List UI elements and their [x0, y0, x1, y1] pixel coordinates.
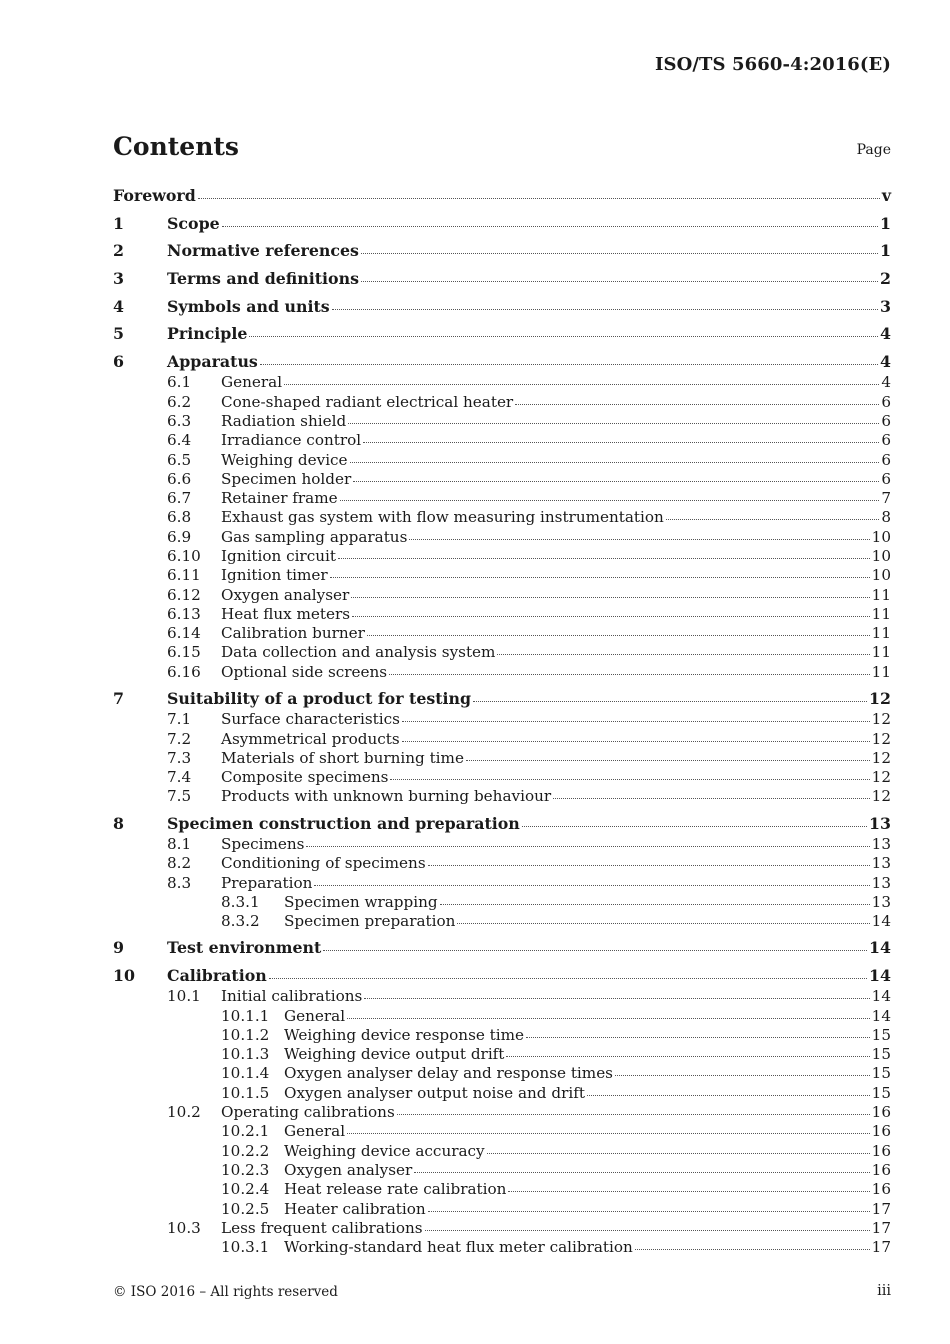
toc-entry-title: Specimens: [221, 834, 305, 853]
toc-entry-number: 7: [113, 689, 124, 709]
toc-entry-title: Conditioning of specimens: [221, 854, 426, 873]
toc-entry-number: 7.1: [167, 710, 192, 729]
toc-entry-title: Weighing device output drift: [284, 1045, 505, 1064]
dot-leader: [367, 634, 870, 636]
toc-entry[interactable]: [113, 1045, 891, 1064]
toc-entry-number: 10.2.4: [221, 1180, 270, 1199]
dot-leader: [352, 615, 870, 617]
toc-entry-page: 11: [871, 585, 891, 604]
toc-entry[interactable]: [113, 1238, 891, 1257]
toc-entry-page: 6: [881, 431, 891, 450]
toc-entry-title: Operating calibrations: [221, 1103, 395, 1122]
toc-entry-title: Scope: [167, 213, 220, 233]
toc-entry-title: Calibration: [167, 966, 267, 986]
toc-entry-page: 15: [871, 1025, 891, 1044]
toc-entry-page: 11: [871, 643, 891, 662]
dot-leader: [425, 1229, 870, 1231]
toc-entry-page: 4: [880, 324, 891, 344]
toc-entry-page: 13: [871, 854, 891, 873]
toc-entry-title: Normative references: [167, 241, 359, 261]
toc-entry-title: General: [221, 373, 283, 392]
toc-entry[interactable]: [113, 730, 891, 749]
toc-entry-page: 6: [881, 450, 891, 469]
toc-entry-page: 13: [871, 834, 891, 853]
toc-entry-page: 14: [869, 966, 891, 986]
dot-leader: [361, 280, 878, 282]
toc-entry-title: Apparatus: [167, 352, 258, 372]
toc-entry-page: 15: [871, 1064, 891, 1083]
toc-entry-title: Preparation: [221, 873, 313, 892]
toc-entry-number: 6.2: [167, 392, 192, 411]
toc-entry-number: 10.1.4: [221, 1064, 270, 1083]
toc-entry-title: Foreword: [113, 186, 196, 205]
toc-entry-title: Data collection and analysis system: [221, 643, 496, 662]
dot-leader: [466, 759, 870, 761]
toc-entry-number: 8.1: [167, 834, 192, 853]
toc-entry-number: 8.3.2: [221, 912, 260, 931]
toc-entry-title: Weighing device accuracy: [284, 1141, 485, 1160]
toc-entry-page: 12: [871, 710, 891, 729]
page-column-label: Page: [856, 142, 891, 158]
toc-entry-page: 17: [871, 1218, 891, 1237]
toc-entry-number: 9: [113, 938, 124, 958]
toc-entry[interactable]: [113, 393, 891, 412]
toc-entry-page: 15: [871, 1045, 891, 1064]
toc-entry-title: Surface characteristics: [221, 710, 400, 729]
dot-leader: [526, 1036, 870, 1038]
dot-leader: [330, 576, 870, 578]
toc-entry[interactable]: [113, 787, 891, 806]
dot-leader: [314, 884, 869, 886]
page-number: iii: [877, 1283, 891, 1299]
toc-entry[interactable]: [113, 1161, 891, 1180]
toc-entry-page: 14: [871, 987, 891, 1006]
toc-entry[interactable]: [113, 470, 891, 489]
toc-entry[interactable]: [113, 893, 891, 912]
dot-leader: [487, 1152, 870, 1154]
toc-entry-number: 6.1: [167, 373, 192, 392]
toc-entry[interactable]: [113, 508, 891, 527]
dot-leader: [260, 363, 878, 365]
toc-entry-number: 6.3: [167, 411, 192, 430]
dot-leader: [402, 740, 870, 742]
toc-entry[interactable]: [113, 239, 891, 262]
dot-leader: [553, 797, 870, 799]
toc-entry-title: Retainer frame: [221, 489, 338, 508]
dot-leader: [666, 518, 880, 520]
toc-entry-title: Principle: [167, 324, 248, 344]
toc-entry[interactable]: [113, 1122, 891, 1141]
toc-entry-title: Weighing device response time: [284, 1025, 525, 1044]
dot-leader: [351, 596, 869, 598]
toc-entry[interactable]: [113, 451, 891, 470]
toc-entry-page: 8: [881, 508, 891, 527]
toc-entry-page: 12: [871, 787, 891, 806]
dot-leader: [269, 977, 867, 979]
dot-leader: [497, 653, 869, 655]
toc-entry[interactable]: [113, 412, 891, 431]
toc-entry-number: 6.13: [167, 604, 201, 623]
toc-entry-page: 1: [880, 241, 891, 261]
toc-entry[interactable]: [113, 812, 891, 835]
toc-entry-number: 7.2: [167, 729, 192, 748]
toc-entry-number: 6.4: [167, 431, 192, 450]
toc-entry-title: General: [284, 1006, 346, 1025]
toc-entry-page: 6: [881, 411, 891, 430]
table-of-contents: [113, 184, 891, 1257]
toc-entry-page: 12: [871, 748, 891, 767]
toc-entry[interactable]: [113, 835, 891, 854]
toc-entry-page: 14: [871, 912, 891, 931]
toc-entry-number: 10.1.2: [221, 1025, 270, 1044]
toc-entry-title: Specimen construction and preparation: [167, 813, 520, 833]
toc-entry[interactable]: [113, 687, 891, 710]
toc-entry-number: 10.2.3: [221, 1160, 270, 1179]
dot-leader: [515, 403, 879, 405]
toc-entry-title: Oxygen analyser: [221, 585, 350, 604]
toc-entry[interactable]: [113, 431, 891, 450]
dot-leader: [363, 441, 879, 443]
toc-entry-page: 16: [871, 1122, 891, 1141]
dot-leader: [348, 422, 879, 424]
toc-entry-page: 11: [871, 662, 891, 681]
toc-entry-number: 6.14: [167, 624, 201, 643]
toc-entry[interactable]: [113, 1103, 891, 1122]
toc-entry-page: 15: [871, 1083, 891, 1102]
toc-entry-number: 10.2.2: [221, 1141, 270, 1160]
toc-entry-title: Heater calibration: [284, 1199, 426, 1218]
page-title: Contents: [113, 132, 240, 161]
toc-entry-number: 8.2: [167, 854, 192, 873]
toc-entry-title: Oxygen analyser: [284, 1160, 413, 1179]
toc-entry[interactable]: [113, 936, 891, 959]
toc-entry-title: Cone-shaped radiant electrical heater: [221, 392, 514, 411]
toc-entry-title: Ignition timer: [221, 566, 328, 585]
dot-leader: [457, 922, 869, 924]
toc-entry[interactable]: [113, 624, 891, 643]
dot-leader: [332, 308, 878, 310]
dot-leader: [364, 997, 869, 999]
toc-entry-page: 7: [881, 489, 891, 508]
toc-entry-number: 10.2.5: [221, 1199, 270, 1218]
toc-entry-page: 16: [871, 1141, 891, 1160]
toc-entry-page: 4: [881, 373, 891, 392]
toc-entry[interactable]: [113, 1180, 891, 1199]
toc-entry[interactable]: [113, 874, 891, 893]
toc-entry-number: 6.8: [167, 508, 192, 527]
toc-entry-number: 6.9: [167, 527, 192, 546]
toc-entry[interactable]: [113, 1142, 891, 1161]
toc-entry-title: Specimen wrapping: [284, 892, 438, 911]
toc-entry[interactable]: [113, 1064, 891, 1083]
toc-entry-title: Composite specimens: [221, 768, 389, 787]
toc-entry-page: 13: [869, 813, 891, 833]
toc-entry[interactable]: [113, 1084, 891, 1103]
toc-entry[interactable]: [113, 710, 891, 729]
toc-entry-number: 1: [113, 213, 124, 233]
toc-entry-number: 6.10: [167, 546, 201, 565]
toc-entry-page: 10: [871, 566, 891, 585]
toc-entry-page: 16: [871, 1103, 891, 1122]
toc-entry-page: 12: [871, 768, 891, 787]
dot-leader: [350, 461, 880, 463]
dot-leader: [338, 557, 870, 559]
toc-entry-title: Suitability of a product for testing: [167, 689, 472, 709]
dot-leader: [428, 864, 870, 866]
toc-entry-number: 10.3: [167, 1218, 201, 1237]
dot-leader: [414, 1171, 869, 1173]
toc-entry[interactable]: [113, 267, 891, 290]
toc-entry-page: 12: [869, 689, 891, 709]
toc-entry-number: 10: [113, 966, 135, 986]
toc-entry-page: 13: [871, 873, 891, 892]
dot-leader: [428, 1210, 870, 1212]
toc-entry-page: 16: [871, 1160, 891, 1179]
toc-entry-page: 3: [880, 296, 891, 316]
dot-leader: [323, 949, 867, 951]
toc-entry-number: 6.16: [167, 662, 201, 681]
toc-entry-number: 8.3: [167, 873, 192, 892]
toc-entry[interactable]: [113, 912, 891, 931]
dot-leader: [249, 335, 878, 337]
toc-entry-title: Weighing device: [221, 450, 348, 469]
toc-entry-title: Specimen preparation: [284, 912, 456, 931]
toc-entry-number: 3: [113, 269, 124, 289]
toc-entry-number: 10.3.1: [221, 1238, 270, 1257]
toc-entry[interactable]: [113, 1219, 891, 1238]
toc-entry-page: 16: [871, 1180, 891, 1199]
dot-leader: [198, 197, 880, 199]
toc-entry-title: Gas sampling apparatus: [221, 527, 408, 546]
dot-leader: [340, 499, 880, 501]
toc-entry-number: 7.4: [167, 768, 192, 787]
dot-leader: [615, 1074, 870, 1076]
toc-entry[interactable]: [113, 749, 891, 768]
toc-entry-page: 6: [881, 469, 891, 488]
toc-entry-page: 14: [869, 938, 891, 958]
toc-entry-number: 6.11: [167, 566, 201, 585]
toc-entry-page: 17: [871, 1199, 891, 1218]
dot-leader: [587, 1094, 870, 1096]
toc-entry-page: 12: [871, 729, 891, 748]
toc-entry[interactable]: [113, 212, 891, 235]
toc-entry-page: 10: [871, 546, 891, 565]
toc-entry-title: Terms and definitions: [167, 269, 359, 289]
toc-entry-number: 10.1: [167, 987, 201, 1006]
toc-entry-number: 6.6: [167, 469, 192, 488]
dot-leader: [506, 1055, 869, 1057]
dot-leader: [508, 1190, 869, 1192]
toc-entry-number: 7.5: [167, 787, 192, 806]
toc-entry[interactable]: [113, 489, 891, 508]
toc-entry[interactable]: [113, 350, 891, 373]
toc-entry-number: 10.1.5: [221, 1083, 270, 1102]
toc-entry-page: 11: [871, 604, 891, 623]
toc-entry[interactable]: [113, 184, 891, 207]
dot-leader: [353, 480, 879, 482]
dot-leader: [390, 778, 869, 780]
toc-entry[interactable]: [113, 643, 891, 662]
dot-leader: [347, 1132, 870, 1134]
toc-entry-number: 8: [113, 813, 124, 833]
dot-leader: [522, 825, 867, 827]
toc-entry-number: 10.2.1: [221, 1122, 270, 1141]
toc-entry[interactable]: [113, 987, 891, 1006]
copyright-notice: © ISO 2016 – All rights reserved: [113, 1284, 338, 1300]
toc-entry[interactable]: [113, 322, 891, 345]
toc-entry-title: Less frequent calibrations: [221, 1218, 423, 1237]
toc-entry-title: Heat flux meters: [221, 604, 351, 623]
toc-entry[interactable]: [113, 373, 891, 392]
toc-entry-title: Ignition circuit: [221, 546, 336, 565]
toc-entry-number: 6.15: [167, 643, 201, 662]
toc-entry-number: 6.5: [167, 450, 192, 469]
toc-entry-title: Oxygen analyser delay and response times: [284, 1064, 613, 1083]
toc-entry[interactable]: [113, 295, 891, 318]
toc-entry-page: v: [881, 186, 891, 205]
toc-entry[interactable]: [113, 1026, 891, 1045]
toc-entry[interactable]: [113, 964, 891, 987]
toc-entry[interactable]: [113, 566, 891, 585]
toc-entry[interactable]: [113, 1200, 891, 1219]
dot-leader: [409, 538, 869, 540]
toc-entry-page: 10: [871, 527, 891, 546]
toc-entry[interactable]: [113, 1007, 891, 1026]
toc-entry-title: Materials of short burning time: [221, 748, 464, 767]
toc-entry-number: 6.7: [167, 489, 192, 508]
toc-entry-title: General: [284, 1122, 346, 1141]
toc-entry-number: 2: [113, 241, 124, 261]
toc-entry-page: 11: [871, 624, 891, 643]
toc-entry-title: Symbols and units: [167, 296, 330, 316]
toc-entry-number: 4: [113, 296, 124, 316]
toc-entry[interactable]: [113, 854, 891, 873]
toc-entry[interactable]: [113, 528, 891, 547]
dot-leader: [389, 673, 870, 675]
dot-leader: [473, 700, 867, 702]
toc-entry-number: 10.1.1: [221, 1006, 270, 1025]
toc-entry-number: 10.1.3: [221, 1045, 270, 1064]
toc-entry-number: 5: [113, 324, 124, 344]
toc-entry-page: 14: [871, 1006, 891, 1025]
dot-leader: [635, 1248, 870, 1250]
toc-entry[interactable]: [113, 768, 891, 787]
dot-leader: [306, 845, 869, 847]
dot-leader: [397, 1113, 870, 1115]
toc-entry-title: Calibration burner: [221, 624, 365, 643]
dot-leader: [222, 225, 878, 227]
dot-leader: [284, 383, 879, 385]
toc-entry-title: Heat release rate calibration: [284, 1180, 507, 1199]
toc-entry-title: Irradiance control: [221, 431, 362, 450]
dot-leader: [347, 1017, 870, 1019]
toc-entry-title: Test environment: [167, 938, 322, 958]
toc-entry[interactable]: [113, 586, 891, 605]
toc-entry-title: Initial calibrations: [221, 987, 363, 1006]
toc-entry-page: 2: [880, 269, 891, 289]
toc-entry-number: 10.2: [167, 1103, 201, 1122]
toc-entry-number: 8.3.1: [221, 892, 260, 911]
dot-leader: [361, 252, 878, 254]
toc-entry-title: Working-standard heat flux meter calibration: [284, 1238, 633, 1257]
toc-entry[interactable]: [113, 605, 891, 624]
toc-entry[interactable]: [113, 663, 891, 682]
document-identifier: ISO/TS 5660-4:2016(E): [654, 54, 891, 75]
toc-entry-title: Specimen holder: [221, 469, 352, 488]
toc-entry-title: Exhaust gas system with flow measuring instrumentation: [221, 508, 664, 527]
dot-leader: [402, 720, 870, 722]
toc-entry-number: 6.12: [167, 585, 201, 604]
toc-entry-page: 4: [880, 352, 891, 372]
dot-leader: [440, 903, 870, 905]
toc-entry-title: Optional side screens: [221, 662, 388, 681]
toc-entry-page: 1: [880, 213, 891, 233]
toc-entry-number: 7.3: [167, 748, 192, 767]
toc-entry-page: 6: [881, 392, 891, 411]
toc-entry-title: Products with unknown burning behaviour: [221, 787, 552, 806]
toc-entry-title: Asymmetrical products: [221, 729, 400, 748]
toc-entry-title: Radiation shield: [221, 411, 347, 430]
toc-entry-number: 6: [113, 352, 124, 372]
toc-entry-page: 13: [871, 892, 891, 911]
toc-entry[interactable]: [113, 547, 891, 566]
toc-entry-title: Oxygen analyser output noise and drift: [284, 1083, 585, 1102]
toc-entry-page: 17: [871, 1238, 891, 1257]
